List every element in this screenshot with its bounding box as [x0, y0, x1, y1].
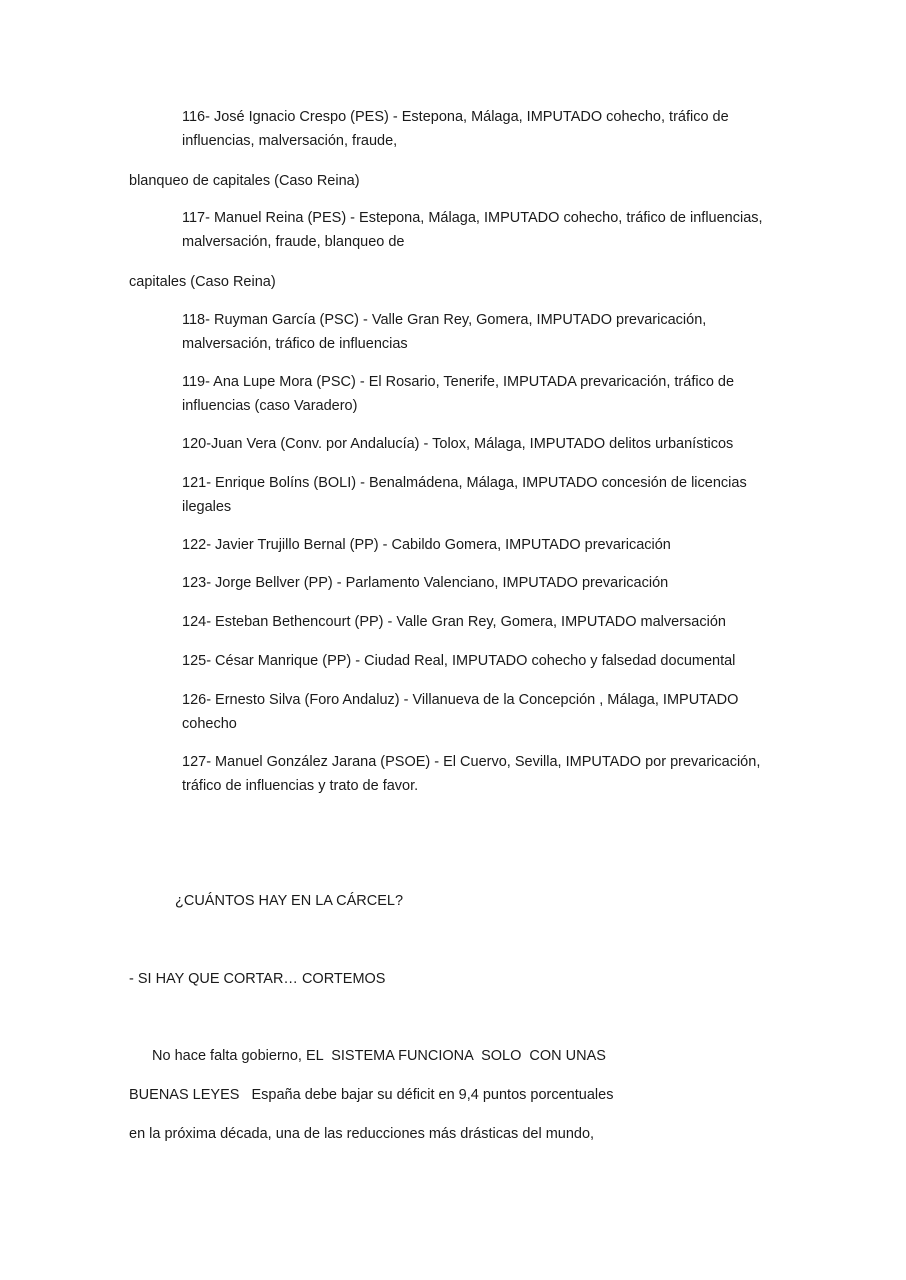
list-item-127: 127- Manuel González Jarana (PSOE) - El Cuervo, Sevilla, IMPUTADO por prevaricación, tráfico de influencias y trato de favor. [182, 754, 761, 794]
list-item-123: 123- Jorge Bellver (PP) - Parlamento Valenciano, IMPUTADO prevaricación [182, 575, 669, 591]
list-item-118: 118- Ruyman García (PSC) - Valle Gran Rey, Gomera, IMPUTADO prevaricación, malversación, tráfico de influencias [182, 312, 707, 352]
list-item-119: 119- Ana Lupe Mora (PSC) - El Rosario, Tenerife, IMPUTADA prevaricación, tráfico de influencias (caso Varadero) [182, 374, 735, 414]
closing-line-3: en la próxima década, una de las reducciones más drásticas del mundo, [129, 1126, 595, 1142]
closing-line-2: BUENAS LEYES España debe bajar su déficit en 9,4 puntos porcentuales [129, 1087, 614, 1103]
list-item-121: 121- Enrique Bolíns (BOLI) - Benalmádena, Málaga, IMPUTADO concesión de licencias ilegales [182, 475, 747, 515]
continuation-line-116: blanqueo de capitales (Caso Reina) [129, 173, 360, 189]
question-heading: ¿CUÁNTOS HAY EN LA CÁRCEL? [175, 893, 404, 909]
list-item-117: 117- Manuel Reina (PES) - Estepona, Málaga, IMPUTADO cohecho, tráfico de influencias, malversación, fraude, blanqueo de [182, 210, 763, 250]
list-item-125: 125- César Manrique (PP) - Ciudad Real, IMPUTADO cohecho y falsedad documental [182, 653, 736, 669]
list-item-122: 122- Javier Trujillo Bernal (PP) - Cabildo Gomera, IMPUTADO prevaricación [182, 537, 671, 553]
list-item-126: 126- Ernesto Silva (Foro Andaluz) - Villanueva de la Concepción , Málaga, IMPUTADO cohecho [182, 692, 739, 732]
continuation-line-117: capitales (Caso Reina) [129, 274, 276, 290]
list-item-120: 120-Juan Vera (Conv. por Andalucía) - Tolox, Málaga, IMPUTADO delitos urbanísticos [182, 436, 734, 452]
list-item-116: 116- José Ignacio Crespo (PES) - Estepona, Málaga, IMPUTADO cohecho, tráfico de influencias, malversación, fraude, [182, 109, 729, 149]
cut-heading: - SI HAY QUE CORTAR… CORTEMOS [129, 971, 386, 987]
closing-line-1: No hace falta gobierno, EL SISTEMA FUNCIONA SOLO CON UNAS [152, 1048, 606, 1064]
list-item-124: 124- Esteban Bethencourt (PP) - Valle Gran Rey, Gomera, IMPUTADO malversación [182, 614, 726, 630]
